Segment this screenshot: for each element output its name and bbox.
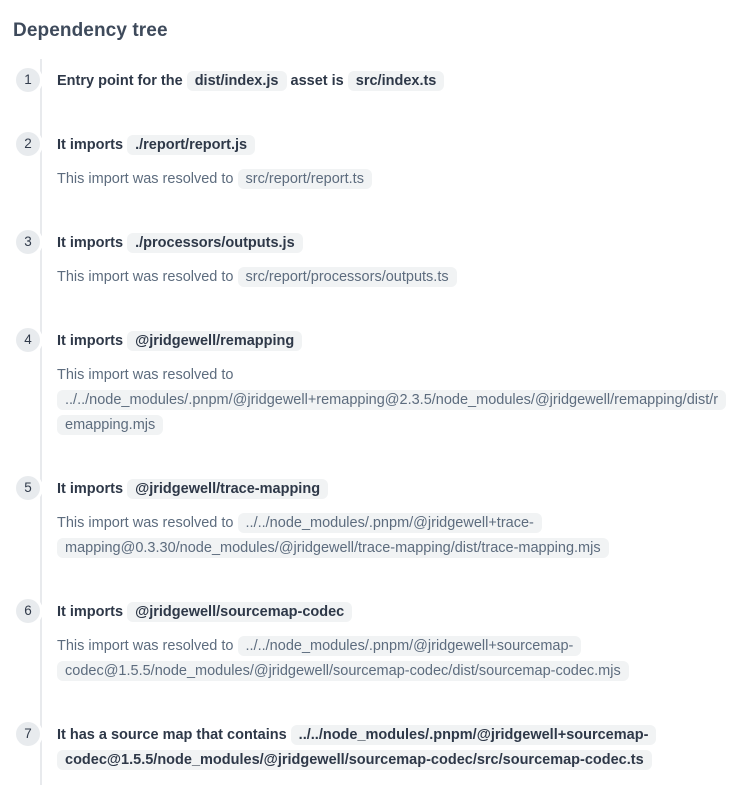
code-chip: src/index.ts [348, 71, 445, 91]
code-chip: @jridgewell/remapping [127, 331, 302, 351]
step-number: 1 [24, 72, 32, 88]
code-chip: dist/index.js [187, 71, 287, 91]
text-segment: It imports [57, 137, 128, 153]
step-secondary-line [57, 634, 722, 684]
text-segment: Entry point for the [57, 73, 187, 89]
step-number-badge [16, 230, 40, 254]
step-primary-line [57, 69, 722, 94]
code-chip: src/report/processors/outputs.ts [238, 267, 457, 287]
step-secondary-line [57, 363, 722, 438]
step-number: 4 [24, 332, 32, 348]
dependency-step [16, 476, 732, 561]
dependency-step [16, 230, 732, 290]
text-segment: It imports [57, 604, 128, 620]
code-chip: src/report/report.ts [238, 169, 372, 189]
step-primary-line [57, 477, 722, 502]
code-chip: @jridgewell/trace-mapping [127, 479, 328, 499]
text-segment: This import was resolved to [57, 171, 238, 187]
dependency-step [16, 132, 732, 192]
step-content [57, 132, 732, 192]
code-chip: @jridgewell/sourcemap-codec [127, 602, 352, 622]
text-segment: It imports [57, 333, 128, 349]
step-primary-line [57, 329, 722, 354]
dependency-step [16, 328, 732, 438]
text-segment: It has a source map that contains [57, 727, 291, 743]
step-number-badge [16, 476, 40, 500]
text-segment: This import was resolved to [57, 638, 238, 654]
step-secondary-line [57, 167, 722, 192]
step-secondary-line [57, 265, 722, 290]
code-chip: ../../node_modules/.pnpm/@jridgewell+trace-mapping@0.3.30/node_modules/@jridgewell/trace-mapping/dist/trace-mapping.mjs [57, 513, 609, 558]
dependency-tree [13, 68, 732, 773]
dependency-step [16, 722, 732, 773]
code-chip: ../../node_modules/.pnpm/@jridgewell+sourcemap-codec@1.5.5/node_modules/@jridgewell/sourcemap-codec/src/sourcemap-codec.ts [57, 725, 656, 770]
code-chip: ../../node_modules/.pnpm/@jridgewell+remapping@2.3.5/node_modules/@jridgewell/remapping/dist/remapping.mjs [57, 390, 726, 435]
step-content [57, 328, 732, 438]
step-number: 2 [24, 136, 32, 152]
step-content [57, 68, 732, 94]
text-segment: This import was resolved to [57, 269, 238, 285]
step-secondary-line [57, 511, 722, 561]
text-segment: It imports [57, 481, 128, 497]
step-number: 7 [24, 726, 32, 742]
step-primary-line [57, 723, 722, 773]
step-number-badge [16, 132, 40, 156]
dependency-step [16, 599, 732, 684]
step-number: 5 [24, 480, 32, 496]
step-number-badge [16, 599, 40, 623]
text-segment: It imports [57, 235, 128, 251]
step-content [57, 599, 732, 684]
step-primary-line [57, 133, 722, 158]
text-segment: asset is [290, 73, 348, 89]
step-number-badge [16, 722, 40, 746]
step-content [57, 722, 732, 773]
step-primary-line [57, 231, 722, 256]
code-chip: ./report/report.js [127, 135, 255, 155]
step-content [57, 230, 732, 290]
page-title: Dependency tree [13, 20, 168, 41]
step-primary-line [57, 600, 722, 625]
text-segment: This import was resolved to [57, 367, 234, 383]
step-number-badge [16, 68, 40, 92]
text-segment: This import was resolved to [57, 515, 238, 531]
code-chip: ./processors/outputs.js [127, 233, 303, 253]
dependency-step [16, 68, 732, 94]
step-number-badge [16, 328, 40, 352]
code-chip: ../../node_modules/.pnpm/@jridgewell+sourcemap-codec@1.5.5/node_modules/@jridgewell/sourcemap-codec/dist/sourcemap-codec.mjs [57, 636, 629, 681]
step-content [57, 476, 732, 561]
step-number: 6 [24, 603, 32, 619]
step-number: 3 [24, 234, 32, 250]
